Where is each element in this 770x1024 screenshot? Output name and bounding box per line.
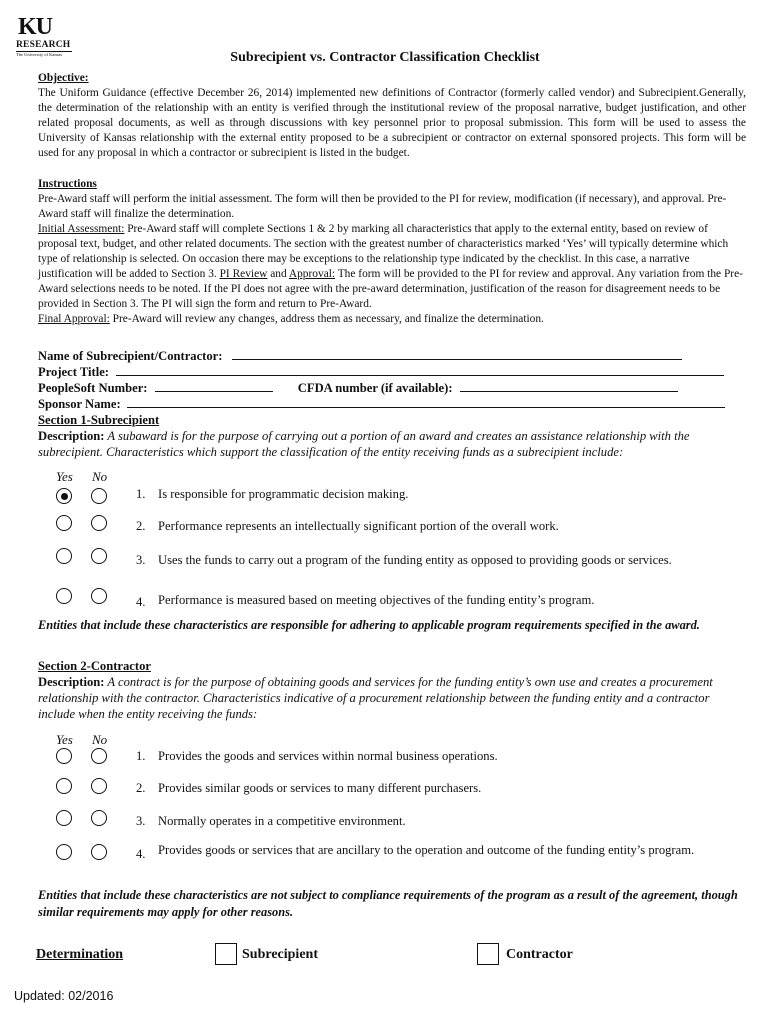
section1-no-header: No [92, 469, 108, 484]
s2-item1-no-radio[interactable] [91, 748, 107, 764]
s1-item3-num: 3. [136, 553, 146, 567]
updated-date: Updated: 02/2016 [14, 989, 114, 1003]
logo-ku: KU [18, 14, 52, 40]
logo-research: RESEARCH [16, 40, 71, 50]
subrecipient-checkbox[interactable] [215, 943, 237, 965]
sponsor-label: Sponsor Name: [38, 397, 121, 411]
s2-item1-text: Provides the goods and services within normal business operations. [158, 749, 498, 763]
s1-item2-text: Performance represents an intellectually significant portion of the overall work. [158, 519, 559, 533]
s2-item4-yes-radio[interactable] [56, 844, 72, 860]
s2-item1-yes-radio[interactable] [56, 748, 72, 764]
name-label: Name of Subrecipient/Contractor: [38, 349, 223, 363]
cfda-input-line[interactable] [460, 380, 678, 392]
s1-item1-num: 1. [136, 487, 146, 501]
s2-item3-yes-radio[interactable] [56, 810, 72, 826]
name-field-row [38, 348, 746, 364]
objective-section [38, 71, 746, 161]
logo-subtitle: The University of Kansas [16, 52, 63, 57]
s1-item4-no-radio[interactable] [91, 588, 107, 604]
instructions-heading: Instructions [38, 178, 97, 190]
final-approval-text: Pre-Award will review any changes, address them as necessary, and finalize the determination. [109, 313, 544, 325]
final-approval-label: Final Approval: [38, 313, 110, 325]
s1-item2-yes-radio[interactable] [56, 515, 72, 531]
s1-item3-no-radio[interactable] [91, 548, 107, 564]
section1-desc-text: A subaward is for the purpose of carrying out a portion of an award and creates an assistance relationship with the subrecipient. Characteristics which support the classification of the entity receiving funds as a subrecipient include: [38, 429, 690, 459]
initial-assessment-text: Pre-Award staff will complete Sections 1 & 2 by marking all characteristics that apply to the external entity, based on review of proposal text, budget, and other related documents. The section with the greatest number of characteristics marked ‘Yes’ will typically determine which type of relationship is selected. On occasion there may be exceptions to the relationship type indicated by the checklist. In this case, a narrative justification will be added to Section 3. [38, 223, 729, 280]
s1-item1-yes-radio[interactable] [56, 488, 72, 504]
section2-header [38, 658, 746, 722]
s1-item1-no-radio[interactable] [91, 488, 107, 504]
s2-item4-num: 4. [136, 847, 146, 861]
sponsor-input-line[interactable] [127, 396, 725, 408]
project-label: Project Title: [38, 365, 109, 379]
sponsor-field-row [38, 396, 746, 412]
s2-item4-text: Provides goods or services that are ancillary to the operation and outcome of the funding entity’s program. [158, 843, 695, 857]
s2-item4-no-radio[interactable] [91, 844, 107, 860]
s1-item2-no-radio[interactable] [91, 515, 107, 531]
s2-item2-num: 2. [136, 781, 146, 795]
s1-item4-text: Performance is measured based on meeting objectives of the funding entity’s program. [158, 593, 595, 607]
instructions-intro: Pre-Award staff will perform the initial assessment. The form will then be provided to the PI for review, modification (if necessary), and approval. Pre-Award staff will finalize the determination. [38, 193, 727, 220]
section1-note: Entities that include these characteristics are responsible for adhering to applicable program requirements specified in the award. [38, 618, 700, 632]
instructions-section [38, 177, 746, 327]
s2-item3-no-radio[interactable] [91, 810, 107, 826]
s2-item1-num: 1. [136, 749, 146, 763]
section1-yes-header: Yes [56, 469, 73, 484]
s1-item3-yes-radio[interactable] [56, 548, 72, 564]
s1-item4-yes-radio[interactable] [56, 588, 72, 604]
s2-item2-text: Provides similar goods or services to many different purchasers. [158, 781, 482, 795]
pi-review-text: The form will be provided to the PI for review and approval. Any variation from the Pre-Award selections needs to be noted. If the PI does not agree with the pre-award determination, justification of the reason for disagreement needs to be provided in Section 3. The PI will sign the form and return to Pre-Award. [38, 268, 743, 310]
cfda-label: CFDA number (if available): [297, 381, 453, 395]
instructions-final [38, 312, 746, 327]
s2-item3-num: 3. [136, 814, 146, 828]
s1-item1-text: Is responsible for programmatic decision making. [158, 487, 409, 501]
determination-label: Determination [36, 947, 124, 962]
s2-item2-yes-radio[interactable] [56, 778, 72, 794]
s1-item2-num: 2. [136, 519, 146, 533]
contractor-checkbox[interactable] [477, 943, 499, 965]
objective-heading: Objective: [38, 72, 89, 84]
section2-description [38, 674, 746, 722]
section2-desc-label: Description: [38, 675, 105, 689]
section1-desc-label: Description: [38, 429, 105, 443]
peoplesoft-label: PeopleSoft Number: [38, 381, 148, 395]
initial-assessment-label: Initial Assessment: [38, 223, 125, 235]
subrecipient-label: Subrecipient [242, 947, 318, 962]
s2-item2-no-radio[interactable] [91, 778, 107, 794]
contractor-label: Contractor [506, 947, 573, 962]
project-input-line[interactable] [116, 364, 724, 376]
s1-item4-num: 4. [136, 595, 146, 609]
approval-label: Approval: [288, 268, 336, 280]
section1-description [38, 428, 746, 460]
section1-header [38, 412, 746, 460]
project-field-row [38, 364, 746, 380]
section2-heading: Section 2-Contractor [38, 659, 151, 673]
section2-no-header: No [92, 732, 108, 747]
s2-item3-text: Normally operates in a competitive environment. [158, 814, 406, 828]
section1-heading: Section 1-Subrecipient [38, 413, 160, 427]
page-title: Subrecipient vs. Contractor Classification Checklist [230, 50, 540, 65]
section2-desc-text: A contract is for the purpose of obtaining goods and services for the funding entity’s own use and creates a procurement relationship with the contractor. Characteristics indicative of a procurement relationship between the funding entity and a contractor include when the entity receiving the funds: [38, 675, 713, 721]
s1-item3-text: Uses the funds to carry out a program of the funding entity as opposed to providing goods or services. [158, 553, 672, 567]
peoplesoft-field-row [38, 380, 746, 396]
section2-note: Entities that include these characteristics are not subject to compliance requirements of the program as a result of the agreement, though similar requirements may apply for other reasons. [38, 888, 738, 919]
pi-review-label: PI Review [219, 268, 268, 280]
name-input-line[interactable] [232, 348, 682, 360]
instructions-initial [38, 222, 746, 312]
peoplesoft-input-line[interactable] [155, 380, 273, 392]
objective-text: The Uniform Guidance (effective December 26, 2014) implemented new definitions of Contractor (formerly called vendor) and Subrecipient.Generally, the determination of the relationship with an entity is verified through the institutional review of the proposal narrative, budget justification, and other related proposal documents, as well as through discussions with key personnel prior to proposal submission. This form will be used to assess the University of Kansas relationship with the external entity proposed to be a subrecipient or contractor on external sponsored projects. This form will be used for any proposal in which a contractor or subrecipient is listed in the budget. [38, 87, 746, 159]
section2-yes-header: Yes [56, 732, 73, 747]
pi-and: and [267, 268, 289, 280]
